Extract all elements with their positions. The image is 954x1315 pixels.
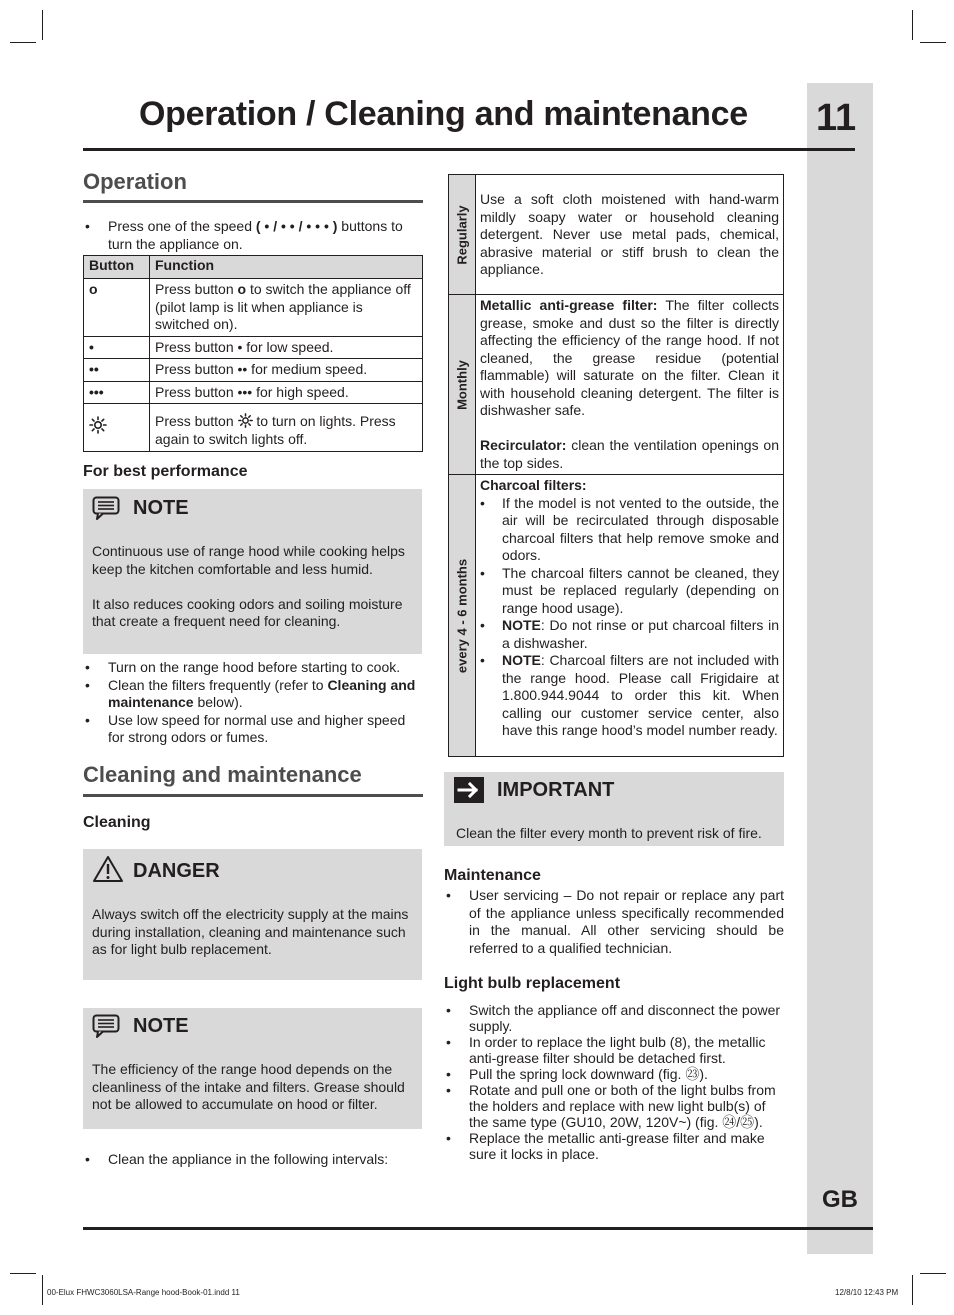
page-number: 11 <box>816 97 857 139</box>
button-cell: ••• <box>84 381 150 404</box>
table-row <box>84 336 423 359</box>
function-cell: Press button •• for medium speed. <box>150 359 423 382</box>
table-row <box>84 279 423 337</box>
note-heading: NOTE <box>133 497 189 519</box>
note-heading: NOTE <box>133 1015 189 1037</box>
interval-text: Metallic anti-grease filter: The filter collects grease, smoke and dust so the filter is directly affecting the efficiency of the range hood. If not cleaned, the grease residue (potential flammable) will saturate on the filter. Clean it with household cleaning detergent. The filter is dishwasher safe. <box>480 297 780 418</box>
important-heading: IMPORTANT <box>497 779 615 801</box>
page-title: Operation / Cleaning and maintenance <box>139 95 748 133</box>
table-row <box>84 359 423 382</box>
note-paragraph: Continuous use of range hood while cooking helps keep the kitchen comfortable and less humid. <box>92 543 405 577</box>
list-item: • If the model is not vented to the outside, the air will be recirculated through disposable charcoal filters that help remove smoke and odors. <box>480 495 779 565</box>
interval-text-cell <box>476 475 784 757</box>
charcoal-heading: Charcoal filters: <box>480 477 587 493</box>
arrow-right-icon <box>454 777 484 803</box>
intervals-intro-list <box>83 1151 423 1169</box>
interval-label-cell <box>449 475 476 757</box>
list-item: • In order to replace the light bulb (8), the metallic anti-grease filter should be detached first. <box>444 1034 784 1066</box>
note-icon <box>92 1014 120 1038</box>
button-cell <box>84 404 150 452</box>
cleaning-heading: Cleaning and maintenance <box>83 762 362 787</box>
interval-text-cell <box>476 175 784 295</box>
operation-heading: Operation <box>83 169 187 194</box>
function-cell: Press button to turn on lights. Press again to switch lights off. <box>150 404 423 452</box>
interval-label-cell <box>449 295 476 475</box>
list-item: • Turn on the range hood before starting to cook. <box>83 659 423 677</box>
note-box <box>83 489 422 654</box>
cleaning-rule <box>83 794 423 797</box>
warning-icon <box>92 855 124 883</box>
list-item: • Pull the spring lock downward (fig. ㉓). <box>444 1066 784 1082</box>
crop-mark <box>920 42 946 43</box>
danger-text: Always switch off the electricity supply at the mains during installation, cleaning and maintenance such as for light bulb replacement. <box>92 906 409 957</box>
list-item: • User servicing – Do not repair or replace any part of the appliance unless specifically recommended in the manual. All other servicing should be referred to a qualified technician. <box>444 887 784 957</box>
list-item: • Use low speed for normal use and higher speed for strong odors or fumes. <box>83 712 423 747</box>
bottom-rule <box>83 1227 873 1230</box>
button-cell: o <box>84 279 150 337</box>
light-bulb-heading: Light bulb replacement <box>444 975 621 992</box>
note-icon <box>92 496 120 520</box>
maintenance-heading: Maintenance <box>444 867 541 884</box>
interval-label: Regularly <box>454 204 470 265</box>
function-cell: Press button • for low speed. <box>150 336 423 359</box>
danger-heading: DANGER <box>133 860 220 882</box>
table-row <box>84 381 423 404</box>
table-row <box>449 175 784 295</box>
best-performance-heading: For best performance <box>83 463 248 480</box>
interval-label: Monthly <box>454 359 470 410</box>
important-text: Clean the filter every month to prevent risk of fire. <box>456 825 762 841</box>
footer-file-info: 00-Elux FHWC3060LSA-Range hood-Book-01.indd 11 <box>47 1288 240 1297</box>
light-bulb-list <box>444 1002 784 1162</box>
table-row <box>84 404 423 452</box>
crop-mark <box>42 10 43 40</box>
function-cell: Press button o to switch the appliance off (pilot lamp is lit when appliance is switched on). <box>150 279 423 337</box>
list-item: • Clean the appliance in the following intervals: <box>83 1151 423 1169</box>
crop-mark <box>10 1273 36 1274</box>
light-icon <box>238 413 253 428</box>
tips-list <box>83 659 423 747</box>
crop-mark <box>42 1275 43 1305</box>
charcoal-list <box>480 495 779 740</box>
side-tab-bar <box>807 83 873 1254</box>
crop-mark <box>920 1273 946 1274</box>
danger-box <box>83 849 422 980</box>
table-header-row <box>84 256 423 279</box>
language-tab: GB <box>822 1186 858 1213</box>
button-cell: •• <box>84 359 150 382</box>
interval-text-cell <box>476 295 784 475</box>
interval-label-cell <box>449 175 476 295</box>
important-box <box>444 772 784 846</box>
cleaning-intervals-table <box>448 174 784 757</box>
table-row <box>449 295 784 475</box>
button-cell: • <box>84 336 150 359</box>
col-button-header: Button <box>84 256 150 279</box>
list-item: • Rotate and pull one or both of the light bulbs from the holders and replace with new light bulb(s) of the same type (GU10, 20W, 120V~) (fig. ㉔/㉕). <box>444 1082 784 1130</box>
col-function-header: Function <box>150 256 423 279</box>
interval-text: Use a soft cloth moistened with hand-warm mildly soapy water or household cleaning detergent. Never use metal pads, chemical, abrasive material or stiff brush to clean the appliance. <box>480 191 779 277</box>
list-item: • Switch the appliance off and disconnect the power supply. <box>444 1002 784 1034</box>
note-box <box>83 1008 422 1129</box>
list-item: • Clean the filters frequently (refer to Cleaning and maintenance below). <box>83 677 423 712</box>
title-rule <box>83 148 855 151</box>
interval-text: Recirculator: clean the ventilation openings on the top sides. <box>480 437 779 471</box>
list-item: • Press one of the speed ( • / • • / • • • ) buttons to turn the appliance on. <box>83 218 423 253</box>
maintenance-list <box>444 887 784 957</box>
note-paragraph: It also reduces cooking odors and soiling moisture that create a frequent need for cleaning. <box>92 595 403 629</box>
crop-mark <box>10 42 36 43</box>
interval-label: every 4 - 6 months <box>454 558 470 673</box>
crop-mark <box>912 10 913 40</box>
button-function-table <box>83 255 423 452</box>
table-row <box>449 475 784 757</box>
note-text: The efficiency of the range hood depends on the cleanliness of the intake and filters. Grease should not be allowed to accumulate on hood or filter. <box>92 1061 405 1112</box>
function-cell: Press button ••• for high speed. <box>150 381 423 404</box>
light-icon <box>89 416 107 434</box>
footer-timestamp: 12/8/10 12:43 PM <box>835 1288 899 1297</box>
list-item: • NOTE: Charcoal filters are not included with the range hood. Please call Frigidaire at 1.800.944.9044 to order this kit. When calling our customer service center, also have this range hood’s model number ready. <box>480 652 779 740</box>
crop-mark <box>912 1275 913 1305</box>
cleaning-subheading: Cleaning <box>83 814 151 831</box>
operation-rule <box>83 200 423 203</box>
operation-intro <box>83 218 423 253</box>
list-item: • NOTE: Do not rinse or put charcoal filters in a dishwasher. <box>480 617 779 652</box>
list-item: • Replace the metallic anti-grease filter and make sure it locks in place. <box>444 1130 784 1162</box>
list-item: • The charcoal filters cannot be cleaned, they must be replaced regularly (depending on range hood usage). <box>480 565 779 618</box>
note-text <box>92 543 414 631</box>
